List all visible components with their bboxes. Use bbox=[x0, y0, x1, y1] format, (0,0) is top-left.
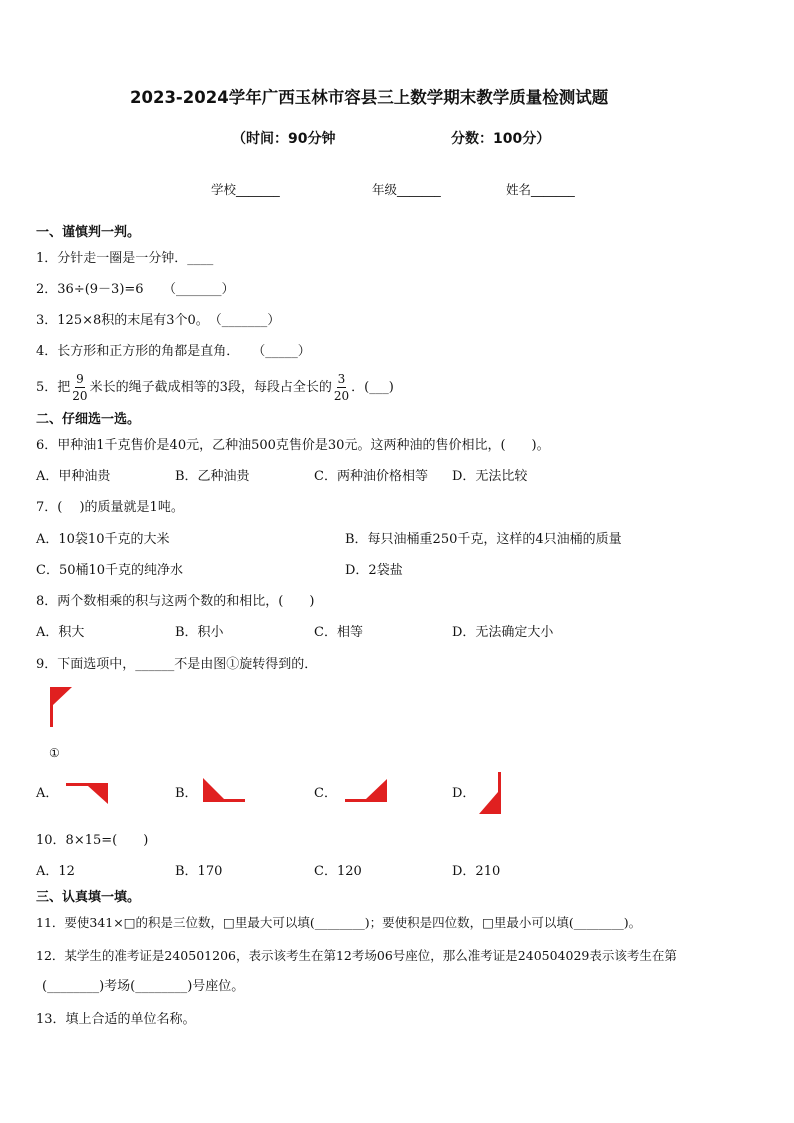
name-field: 姓名_______ bbox=[506, 182, 575, 197]
flag-triangle bbox=[53, 687, 72, 705]
q8-option-a: A．积大 bbox=[36, 625, 85, 640]
flag-figure-1 bbox=[46, 685, 76, 729]
fraction-9-20 bbox=[72, 372, 87, 403]
question-9: 9．下面选项中，______不是由图①旋转得到的． bbox=[36, 657, 318, 672]
exam-time: （时间：90分钟 bbox=[232, 131, 336, 147]
flag-pole bbox=[498, 772, 501, 814]
q6-option-d: D．无法比较 bbox=[452, 469, 528, 484]
exam-score: 分数：100分） bbox=[451, 131, 551, 147]
grade-field: 年级_______ bbox=[372, 182, 441, 197]
flag-option-d bbox=[476, 770, 506, 816]
q7-option-b: B．每只油桶重250千克，这样的4只油桶的质量 bbox=[345, 532, 622, 547]
question-1: 1．分针走一圈是一分钟．____ bbox=[36, 251, 214, 266]
question-7: 7．( )的质量就是1吨。 bbox=[36, 500, 184, 515]
fraction-denominator: 20 bbox=[333, 389, 350, 403]
q7-option-d: D．2袋盐 bbox=[345, 563, 403, 578]
q8-option-c: C．相等 bbox=[314, 625, 363, 640]
question-12-line-2: (________)考场(________)号座位。 bbox=[42, 979, 245, 994]
fraction-3-20 bbox=[334, 372, 349, 403]
q8-option-b: B．积小 bbox=[175, 625, 224, 640]
q9-option-c: C． bbox=[314, 786, 337, 801]
section-heading-3: 三、认真填一填。 bbox=[36, 890, 141, 905]
q7-option-a: A．10袋10千克的大米 bbox=[36, 532, 170, 547]
q6-option-c: C．两种油价格相等 bbox=[314, 469, 428, 484]
flag-pole bbox=[66, 783, 108, 786]
question-4: 4．长方形和正方形的角都是直角． （_____） bbox=[36, 344, 311, 359]
fraction-numerator: 3 bbox=[337, 372, 346, 386]
flag-triangle bbox=[366, 779, 387, 799]
question-5 bbox=[36, 368, 394, 408]
school-field: 学校_______ bbox=[211, 182, 280, 197]
q5-post: ．(___) bbox=[351, 380, 394, 395]
flag-option-c bbox=[342, 776, 390, 806]
q9-option-a: A． bbox=[36, 786, 59, 801]
page-title: 2023-2024学年广西玉林市容县三上数学期末教学质量检测试题 bbox=[130, 88, 609, 107]
question-12-line-1: 12．某学生的准考证是240501206，表示该考生在第12考场06号座位，那么准考证是240504029表示该考生在第 bbox=[36, 948, 677, 963]
question-8: 8．两个数相乘的积与这两个数的和相比，( ) bbox=[36, 594, 315, 609]
q5-mid: 米长的绳子截成相等的3段，每段占全长的 bbox=[89, 380, 332, 395]
flag-option-b bbox=[200, 776, 248, 806]
flag-pole bbox=[203, 799, 245, 802]
q10-option-a: A．12 bbox=[36, 864, 75, 879]
question-11: 11．要使341×□的积是三位数，□里最大可以填(________)；要使积是四位数，□里最小可以填(________)。 bbox=[36, 915, 642, 930]
q10-option-c: C．120 bbox=[314, 864, 362, 879]
q9-option-d: D． bbox=[452, 786, 476, 801]
question-3: 3．125×8积的末尾有3个0。 （_______） bbox=[36, 313, 281, 328]
flag-option-a bbox=[64, 779, 112, 807]
question-2: 2．36÷(9－3)=6 （_______） bbox=[36, 282, 235, 297]
q10-option-b: B．170 bbox=[175, 864, 223, 879]
question-13: 13．填上合适的单位名称。 bbox=[36, 1012, 196, 1027]
flag-pole bbox=[50, 687, 53, 727]
flag-pole bbox=[345, 799, 387, 802]
q10-option-d: D．210 bbox=[452, 864, 501, 879]
q9-option-b: B． bbox=[175, 786, 198, 801]
q8-option-d: D．无法确定大小 bbox=[452, 625, 554, 640]
figure-label-1: ① bbox=[49, 746, 60, 760]
flag-triangle bbox=[88, 786, 108, 804]
section-heading-2: 二、仔细选一选。 bbox=[36, 412, 141, 427]
q6-option-a: A．甲种油贵 bbox=[36, 469, 111, 484]
q6-option-b: B．乙种油贵 bbox=[175, 469, 250, 484]
flag-triangle bbox=[479, 792, 498, 814]
question-10: 10．8×15=( ) bbox=[36, 833, 149, 848]
section-heading-1: 一、谨慎判一判。 bbox=[36, 225, 141, 240]
fraction-denominator: 20 bbox=[72, 389, 88, 403]
question-6: 6．甲种油1千克售价是40元，乙种油500克售价是30元。这两种油的售价相比，( )。 bbox=[36, 438, 550, 453]
q5-pre: 5．把 bbox=[36, 380, 71, 395]
fraction-numerator: 9 bbox=[76, 372, 84, 386]
q7-option-c: C．50桶10千克的纯净水 bbox=[36, 563, 184, 578]
flag-triangle bbox=[203, 778, 224, 799]
